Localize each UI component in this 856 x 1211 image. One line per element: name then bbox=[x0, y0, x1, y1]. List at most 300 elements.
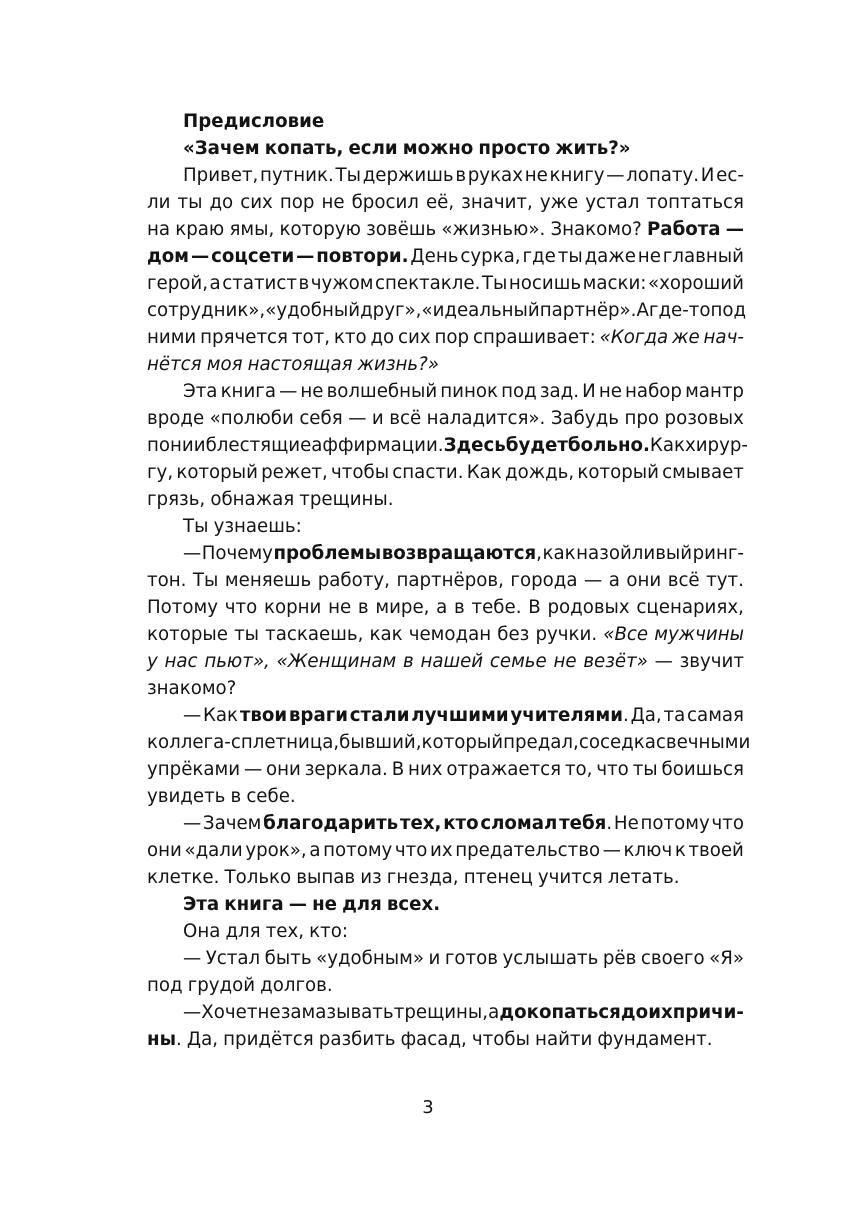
word bbox=[395, 837, 427, 864]
text: они bbox=[147, 840, 182, 861]
text-line bbox=[147, 648, 744, 675]
word bbox=[298, 270, 309, 297]
word bbox=[147, 864, 219, 891]
text: статист bbox=[222, 273, 297, 294]
word bbox=[550, 162, 605, 189]
word bbox=[279, 216, 360, 243]
word bbox=[246, 783, 295, 810]
word bbox=[510, 702, 628, 729]
text: найти bbox=[535, 1029, 593, 1050]
bold-text: тебя bbox=[559, 813, 607, 834]
word bbox=[726, 216, 744, 243]
text: и bbox=[193, 435, 206, 456]
word bbox=[461, 189, 533, 216]
text: дождь, bbox=[505, 462, 575, 483]
text: с bbox=[655, 732, 666, 753]
word bbox=[440, 378, 498, 405]
word bbox=[240, 702, 287, 729]
word bbox=[687, 702, 744, 729]
word bbox=[372, 405, 384, 432]
word bbox=[187, 1026, 218, 1053]
text: сих bbox=[240, 192, 273, 213]
word bbox=[210, 486, 294, 513]
text: партнёров, bbox=[396, 570, 504, 591]
italic-text: настоящая bbox=[247, 354, 353, 375]
text: а bbox=[209, 273, 221, 294]
text: них bbox=[408, 759, 443, 780]
text: без bbox=[497, 624, 530, 645]
text: и bbox=[428, 948, 441, 969]
word bbox=[436, 594, 447, 621]
text: краю bbox=[175, 219, 225, 240]
word bbox=[183, 108, 324, 135]
text: ес- bbox=[716, 165, 744, 186]
word bbox=[685, 378, 744, 405]
text: не bbox=[524, 165, 548, 186]
bold-text: учителями bbox=[510, 705, 623, 726]
word bbox=[577, 459, 659, 486]
text-line bbox=[147, 729, 751, 756]
text: герой, bbox=[147, 273, 209, 294]
text: вечными bbox=[665, 732, 751, 753]
word bbox=[370, 324, 394, 351]
text: трещины, bbox=[393, 1002, 489, 1023]
word bbox=[550, 216, 641, 243]
word bbox=[400, 810, 442, 837]
word bbox=[585, 243, 636, 270]
text-line bbox=[147, 783, 744, 810]
text: которую bbox=[279, 219, 361, 240]
word bbox=[478, 135, 550, 162]
word bbox=[636, 594, 743, 621]
text: трещины. bbox=[299, 489, 394, 510]
word bbox=[654, 621, 744, 648]
bold-text: ны bbox=[147, 1029, 177, 1050]
text: не bbox=[598, 381, 622, 402]
word bbox=[147, 459, 173, 486]
word bbox=[260, 972, 333, 999]
text: зад. bbox=[539, 381, 579, 402]
word bbox=[183, 702, 201, 729]
text-line bbox=[147, 621, 744, 648]
text: «удобным» bbox=[316, 948, 424, 969]
word bbox=[443, 810, 478, 837]
italic-text: моя bbox=[206, 354, 243, 375]
word bbox=[222, 270, 297, 297]
text-line bbox=[147, 270, 744, 297]
word bbox=[688, 837, 743, 864]
text: гу, bbox=[147, 462, 174, 483]
word bbox=[441, 216, 545, 243]
word bbox=[289, 702, 348, 729]
text-line bbox=[147, 945, 744, 972]
word bbox=[445, 945, 498, 972]
bold-text: лучшими bbox=[411, 705, 509, 726]
word bbox=[685, 432, 748, 459]
text-line bbox=[147, 405, 744, 432]
text: чужом bbox=[310, 273, 374, 294]
word bbox=[455, 162, 466, 189]
text: назойливый bbox=[576, 543, 693, 564]
word bbox=[624, 837, 673, 864]
text: фасад, bbox=[400, 1029, 467, 1050]
word bbox=[273, 540, 381, 567]
text: который bbox=[421, 732, 504, 753]
text: Хочет bbox=[201, 1002, 258, 1023]
word bbox=[535, 621, 597, 648]
word bbox=[711, 297, 747, 324]
word bbox=[234, 621, 259, 648]
page-number: 3 bbox=[422, 1097, 434, 1118]
word bbox=[542, 540, 575, 567]
word bbox=[392, 459, 463, 486]
word bbox=[147, 648, 158, 675]
text: тон. bbox=[147, 570, 187, 591]
word bbox=[312, 891, 337, 918]
word bbox=[147, 567, 186, 594]
text: где-то bbox=[648, 300, 711, 321]
word bbox=[467, 459, 502, 486]
text: летать. bbox=[607, 867, 680, 888]
text: грязь, bbox=[147, 489, 206, 510]
word bbox=[709, 945, 744, 972]
text: в bbox=[298, 273, 310, 294]
bold-text: благодарить bbox=[263, 813, 399, 834]
text: который bbox=[577, 462, 659, 483]
text: соседка bbox=[578, 732, 656, 753]
bold-text: докопаться bbox=[499, 1002, 621, 1023]
word bbox=[648, 999, 672, 1026]
bold-text: можно bbox=[402, 138, 474, 159]
word bbox=[358, 594, 369, 621]
word bbox=[147, 1026, 182, 1053]
word bbox=[396, 567, 503, 594]
text: бросил bbox=[351, 192, 419, 213]
text: Ты bbox=[481, 273, 508, 294]
text: кто bbox=[333, 327, 367, 348]
word bbox=[348, 405, 366, 432]
text: блестящие bbox=[205, 435, 312, 456]
text: Почему bbox=[201, 543, 273, 564]
text: та bbox=[663, 705, 686, 726]
word bbox=[711, 810, 743, 837]
text-line bbox=[147, 594, 744, 621]
text: Устал bbox=[205, 948, 261, 969]
text: не bbox=[328, 597, 352, 618]
text: не bbox=[300, 381, 324, 402]
word bbox=[576, 540, 692, 567]
text: под bbox=[710, 300, 747, 321]
word bbox=[435, 324, 470, 351]
word bbox=[430, 837, 453, 864]
text: Как bbox=[202, 705, 239, 726]
page-body bbox=[147, 108, 751, 1053]
text: их bbox=[430, 840, 453, 861]
text: «хороший bbox=[647, 273, 744, 294]
text: . bbox=[622, 705, 629, 726]
text: В bbox=[528, 597, 541, 618]
word bbox=[535, 1026, 592, 1053]
text: — bbox=[654, 651, 673, 672]
word bbox=[497, 621, 529, 648]
word bbox=[647, 216, 721, 243]
text: Зачем bbox=[202, 813, 262, 834]
word bbox=[584, 567, 602, 594]
text: они bbox=[626, 570, 662, 591]
text: своего bbox=[640, 948, 705, 969]
text: спрашивает: bbox=[472, 327, 596, 348]
word bbox=[582, 378, 596, 405]
text: спектакле. bbox=[375, 273, 481, 294]
text: Да, bbox=[630, 705, 662, 726]
text: зовёшь bbox=[366, 219, 437, 240]
text: — bbox=[183, 543, 202, 564]
word bbox=[360, 297, 421, 324]
word bbox=[165, 648, 198, 675]
word bbox=[258, 999, 281, 1026]
word bbox=[446, 756, 561, 783]
text: сотрудник», bbox=[147, 300, 266, 321]
word bbox=[672, 324, 700, 351]
word bbox=[664, 702, 686, 729]
word bbox=[183, 135, 260, 162]
text: увидеть bbox=[147, 786, 226, 807]
text: «удобный bbox=[265, 300, 361, 321]
text: — bbox=[183, 1002, 202, 1023]
text: выпав bbox=[296, 867, 356, 888]
text: наладится». bbox=[426, 408, 546, 429]
text: — bbox=[183, 813, 202, 834]
text-line bbox=[147, 243, 744, 270]
word bbox=[648, 270, 744, 297]
text: звучит bbox=[679, 651, 744, 672]
italic-text: нётся bbox=[147, 354, 202, 375]
word bbox=[147, 297, 265, 324]
text: отражается bbox=[446, 759, 562, 780]
text: что bbox=[596, 759, 629, 780]
text: придётся bbox=[223, 1029, 314, 1050]
text-line bbox=[147, 216, 744, 243]
word bbox=[225, 567, 311, 594]
italic-text: семье bbox=[489, 651, 547, 672]
word bbox=[472, 1026, 530, 1053]
word bbox=[224, 891, 283, 918]
word bbox=[538, 864, 603, 891]
text: что bbox=[224, 597, 258, 618]
bold-text: тех, bbox=[399, 813, 442, 834]
text: сих bbox=[398, 327, 431, 348]
text: Ты bbox=[335, 165, 361, 186]
word bbox=[420, 648, 483, 675]
word bbox=[409, 621, 491, 648]
word bbox=[568, 432, 650, 459]
text: пинок bbox=[440, 381, 498, 402]
word bbox=[480, 810, 557, 837]
text: потому bbox=[640, 813, 710, 834]
text: аффирмации. bbox=[311, 435, 444, 456]
text: меняешь bbox=[224, 570, 312, 591]
word bbox=[266, 918, 304, 945]
word bbox=[509, 270, 581, 297]
bold-text: повтори. bbox=[316, 246, 409, 267]
text: птенец bbox=[463, 867, 533, 888]
word bbox=[421, 297, 539, 324]
word bbox=[289, 891, 307, 918]
text-line bbox=[147, 1026, 744, 1053]
word bbox=[309, 837, 320, 864]
text: «полюби bbox=[209, 408, 294, 429]
word bbox=[555, 135, 630, 162]
word bbox=[147, 621, 228, 648]
text: до bbox=[370, 327, 395, 348]
text: таскаешь, bbox=[265, 624, 364, 645]
text: пор bbox=[279, 192, 315, 213]
text: «жизнью». bbox=[441, 219, 546, 240]
text: книгу bbox=[549, 165, 605, 186]
text: . bbox=[606, 813, 613, 834]
word bbox=[501, 378, 537, 405]
word bbox=[444, 432, 506, 459]
text: узнаешь: bbox=[213, 516, 302, 537]
italic-text: нас bbox=[164, 651, 198, 672]
text-line bbox=[147, 918, 744, 945]
word bbox=[464, 864, 533, 891]
word bbox=[704, 324, 744, 351]
word bbox=[408, 756, 442, 783]
text-line bbox=[147, 459, 744, 486]
text: даже bbox=[584, 246, 636, 267]
word bbox=[265, 297, 360, 324]
text: — bbox=[279, 381, 298, 402]
word bbox=[147, 486, 205, 513]
word bbox=[147, 837, 182, 864]
text: тот, bbox=[291, 327, 330, 348]
text: пор bbox=[434, 327, 470, 348]
text: не bbox=[321, 192, 345, 213]
word bbox=[245, 837, 306, 864]
text: для bbox=[225, 921, 261, 942]
word bbox=[350, 702, 410, 729]
text: ручки. bbox=[535, 624, 598, 645]
text: топтаться bbox=[646, 192, 744, 213]
text: Как bbox=[466, 462, 502, 483]
text: — bbox=[606, 165, 625, 186]
text: в bbox=[357, 597, 369, 618]
word bbox=[264, 594, 321, 621]
word bbox=[147, 972, 183, 999]
bold-text: «Зачем bbox=[183, 138, 260, 159]
word bbox=[655, 648, 673, 675]
word bbox=[265, 621, 363, 648]
word bbox=[401, 1026, 467, 1053]
word bbox=[387, 891, 440, 918]
word bbox=[468, 162, 523, 189]
word bbox=[540, 297, 637, 324]
text: ключ bbox=[623, 840, 673, 861]
word bbox=[299, 405, 342, 432]
text-line bbox=[147, 837, 744, 864]
word bbox=[260, 162, 334, 189]
word bbox=[631, 702, 662, 729]
word bbox=[224, 864, 291, 891]
word bbox=[183, 945, 201, 972]
word bbox=[472, 594, 522, 621]
word bbox=[606, 162, 624, 189]
text: носишь bbox=[508, 273, 582, 294]
word bbox=[203, 702, 238, 729]
word bbox=[316, 945, 424, 972]
text: Она bbox=[183, 921, 221, 942]
word bbox=[281, 999, 394, 1026]
text: а bbox=[436, 597, 448, 618]
word bbox=[693, 540, 744, 567]
text-line bbox=[147, 999, 744, 1026]
word bbox=[207, 351, 243, 378]
word bbox=[328, 594, 351, 621]
text: набор bbox=[625, 381, 682, 402]
word bbox=[490, 648, 547, 675]
text: Не bbox=[613, 813, 639, 834]
text: пони bbox=[147, 435, 194, 456]
text: партнёр». bbox=[539, 300, 637, 321]
text: разбить bbox=[318, 1029, 396, 1050]
bold-text: если bbox=[348, 138, 398, 159]
text: ты bbox=[234, 624, 260, 645]
text-line bbox=[147, 162, 744, 189]
text: всё bbox=[389, 408, 422, 429]
word bbox=[184, 837, 242, 864]
text: путник. bbox=[260, 165, 334, 186]
text: предал, bbox=[503, 732, 579, 753]
word bbox=[147, 405, 204, 432]
text: а bbox=[488, 1002, 500, 1023]
text: Знакомо? bbox=[550, 219, 642, 240]
text: сценариях, bbox=[636, 597, 744, 618]
word bbox=[194, 432, 206, 459]
word bbox=[316, 243, 408, 270]
word bbox=[225, 594, 257, 621]
text-line bbox=[147, 567, 744, 594]
word bbox=[369, 621, 402, 648]
text: режет, bbox=[261, 462, 328, 483]
bold-text: до bbox=[620, 1002, 649, 1023]
word bbox=[175, 216, 224, 243]
word bbox=[429, 945, 441, 972]
text: упрёками bbox=[147, 759, 241, 780]
text: про bbox=[624, 408, 660, 429]
bold-text: книга bbox=[224, 894, 284, 915]
word bbox=[342, 891, 382, 918]
word bbox=[309, 918, 348, 945]
word bbox=[240, 189, 273, 216]
word bbox=[624, 405, 659, 432]
italic-text: везёт» bbox=[583, 651, 648, 672]
bold-text: — bbox=[296, 246, 315, 267]
text-line bbox=[147, 891, 744, 918]
text: в bbox=[455, 165, 467, 186]
text: как bbox=[542, 543, 576, 564]
word bbox=[665, 405, 744, 432]
text: книга bbox=[220, 381, 276, 402]
text: из bbox=[360, 867, 382, 888]
word bbox=[403, 648, 414, 675]
text: — bbox=[583, 570, 603, 591]
word bbox=[183, 513, 208, 540]
word bbox=[266, 756, 301, 783]
word bbox=[323, 837, 392, 864]
word bbox=[147, 783, 225, 810]
word bbox=[609, 567, 620, 594]
